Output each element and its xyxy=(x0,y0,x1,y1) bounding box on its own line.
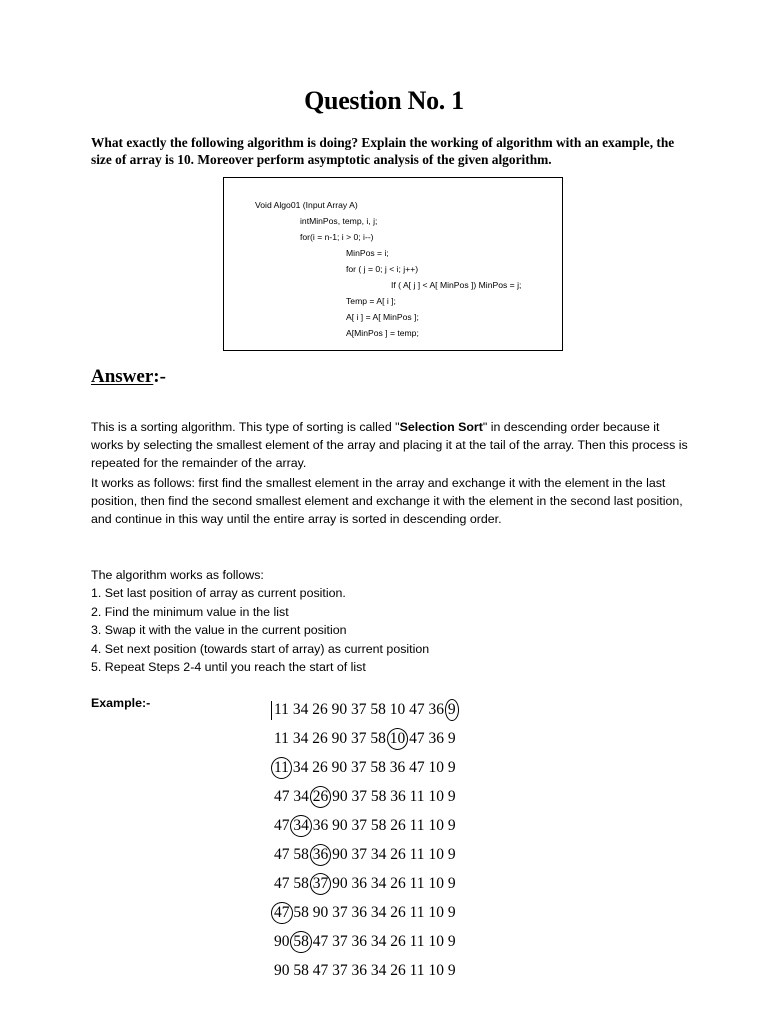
circled-value: 26 xyxy=(312,788,329,805)
array-value: 37 xyxy=(350,730,367,747)
code-line: MinPos = i; xyxy=(346,248,389,258)
example-row xyxy=(274,787,456,807)
array-value: 9 xyxy=(447,788,456,805)
circled-value: 36 xyxy=(312,846,329,863)
array-value: 37 xyxy=(350,759,367,776)
array-value: 10 xyxy=(389,701,406,718)
array-value: 11 xyxy=(409,875,425,892)
array-value: 26 xyxy=(390,875,406,892)
array-value: 47 xyxy=(312,933,329,950)
example-row xyxy=(274,961,456,981)
array-value: 47 xyxy=(274,875,290,892)
page-title: Question No. 1 xyxy=(304,86,464,115)
array-value: 36 xyxy=(312,817,329,834)
array-value: 10 xyxy=(428,788,444,805)
array-value: 47 xyxy=(274,817,290,834)
array-value: 9 xyxy=(447,846,456,863)
array-value: 90 xyxy=(332,875,348,892)
array-value: 90 xyxy=(332,846,348,863)
array-value: 9 xyxy=(447,933,456,950)
array-value: 37 xyxy=(332,933,348,950)
array-value: 26 xyxy=(390,904,406,921)
array-value: 11 xyxy=(409,788,425,805)
array-value: 47 xyxy=(274,846,290,863)
array-value: 34 xyxy=(292,701,309,718)
array-value: 26 xyxy=(312,730,328,747)
array-value: 36 xyxy=(428,730,444,747)
example-row xyxy=(274,903,456,923)
array-value: 58 xyxy=(370,759,386,776)
array-value: 36 xyxy=(351,962,367,979)
example-row xyxy=(274,758,456,778)
array-value: 58 xyxy=(370,701,386,718)
array-value: 34 xyxy=(293,788,309,805)
array-value: 47 xyxy=(409,730,425,747)
step-item: 4. Set next position (towards start of array) as current position xyxy=(91,641,430,656)
paragraph-text: " in descending order because it works by selecting the smallest element of the array and placing it at the tail of the array. Then this process is repeated for the remainder of the array. xyxy=(91,420,688,471)
array-value: 90 xyxy=(331,759,348,776)
array-value: 26 xyxy=(390,933,406,950)
array-value: 34 xyxy=(370,962,387,979)
answer-heading-text: Answer xyxy=(91,366,154,387)
array-value: 90 xyxy=(332,817,348,834)
code-line: If ( A[ j ] < A[ MinPos ]) MinPos = j; xyxy=(391,280,522,290)
array-value: 90 xyxy=(332,788,348,805)
step-item: 3. Swap it with the value in the current position xyxy=(91,623,347,638)
array-value: 11 xyxy=(409,904,425,921)
code-line: intMinPos, temp, i, j; xyxy=(300,216,378,226)
example-row xyxy=(274,874,456,894)
array-value: 11 xyxy=(409,933,425,950)
step-item: 5. Repeat Steps 2-4 until you reach the start of list xyxy=(91,660,366,675)
array-value: 47 xyxy=(312,962,329,979)
array-value: 34 xyxy=(370,846,387,863)
array-value: 37 xyxy=(351,846,367,863)
example-row xyxy=(274,932,456,952)
array-value: 11 xyxy=(409,846,425,863)
example-row xyxy=(274,700,456,720)
array-value: 37 xyxy=(332,962,348,979)
array-value: 58 xyxy=(370,788,387,805)
circled-value: 11 xyxy=(274,759,289,776)
example-row xyxy=(274,845,456,865)
steps-intro: The algorithm works as follows: xyxy=(91,568,264,582)
array-value: 9 xyxy=(447,817,456,834)
cursor-bar xyxy=(271,701,272,720)
array-value: 9 xyxy=(447,962,456,979)
code-line: Temp = A[ i ]; xyxy=(346,296,396,306)
array-value: 26 xyxy=(312,759,328,776)
array-value: 10 xyxy=(428,759,444,776)
array-value: 11 xyxy=(274,701,289,718)
code-line: for ( j = 0; j < i; j++) xyxy=(346,264,419,274)
array-value: 58 xyxy=(370,730,386,747)
answer-paragraph-2: It works as follows: first find the smallest element in the array and exchange it with the element in the last position, then find the second smallest element and exchange it with the element in the second last position, and continue in this way until the entire array is sorted in descending order. xyxy=(91,476,683,527)
array-value: 36 xyxy=(351,933,367,950)
array-value: 34 xyxy=(292,730,309,747)
array-value: 47 xyxy=(409,759,425,776)
circled-value: 9 xyxy=(447,701,456,718)
array-value: 11 xyxy=(409,962,425,979)
array-value: 11 xyxy=(409,817,425,834)
array-value: 90 xyxy=(274,962,290,979)
array-value: 9 xyxy=(447,730,456,747)
array-value: 36 xyxy=(351,904,367,921)
array-value: 58 xyxy=(293,904,309,921)
array-value: 26 xyxy=(390,962,406,979)
step-item: 1. Set last position of array as current position. xyxy=(91,586,346,601)
array-value: 90 xyxy=(312,904,329,921)
array-value: 58 xyxy=(370,817,387,834)
code-block xyxy=(223,177,563,351)
array-value: 26 xyxy=(390,817,406,834)
step-item: 2. Find the minimum value in the list xyxy=(91,604,289,619)
array-value: 58 xyxy=(293,875,309,892)
array-value: 37 xyxy=(332,904,348,921)
example-row xyxy=(274,816,456,836)
array-value: 26 xyxy=(390,846,406,863)
array-value: 10 xyxy=(428,933,444,950)
array-value: 10 xyxy=(428,962,444,979)
answer-heading-suffix: :- xyxy=(153,366,166,387)
array-value: 58 xyxy=(293,846,309,863)
array-value: 37 xyxy=(351,817,367,834)
array-value: 34 xyxy=(370,904,387,921)
code-line: A[MinPos ] = temp; xyxy=(346,328,419,338)
array-value: 10 xyxy=(428,817,444,834)
code-line: Void Algo01 (Input Array A) xyxy=(255,200,358,210)
circled-value: 34 xyxy=(293,817,309,834)
example-row xyxy=(274,729,456,749)
circled-value: 58 xyxy=(293,933,309,950)
array-value: 10 xyxy=(428,846,444,863)
selection-sort-term: Selection Sort xyxy=(399,420,483,434)
array-value: 26 xyxy=(312,701,328,718)
array-value: 9 xyxy=(447,904,456,921)
array-value: 47 xyxy=(409,701,425,718)
array-value: 36 xyxy=(428,701,444,718)
array-value: 9 xyxy=(447,759,456,776)
code-line: A[ i ] = A[ MinPos ]; xyxy=(346,312,419,322)
circled-value: 37 xyxy=(312,875,329,892)
example-label: Example:- xyxy=(91,696,151,710)
answer-paragraph-1 xyxy=(91,418,691,473)
answer-heading xyxy=(91,366,166,388)
array-value: 36 xyxy=(390,788,406,805)
array-value: 37 xyxy=(351,788,367,805)
array-value: 37 xyxy=(350,701,367,718)
paragraph-text: This is a sorting algorithm. This type of sorting is called " xyxy=(91,420,400,434)
steps-list xyxy=(91,566,691,676)
array-value: 36 xyxy=(389,759,406,776)
array-value: 10 xyxy=(428,875,444,892)
array-value: 47 xyxy=(274,788,290,805)
array-value: 9 xyxy=(447,875,456,892)
circled-value: 47 xyxy=(274,904,290,921)
array-value: 90 xyxy=(331,701,348,718)
code-line: for(i = n-1; i > 0; i--) xyxy=(300,232,374,242)
array-value: 90 xyxy=(274,933,290,950)
circled-value: 10 xyxy=(389,730,406,747)
array-value: 34 xyxy=(370,933,387,950)
array-value: 10 xyxy=(428,904,444,921)
array-value: 58 xyxy=(293,962,309,979)
array-value: 11 xyxy=(274,730,289,747)
array-value: 90 xyxy=(331,730,348,747)
array-value: 34 xyxy=(370,875,387,892)
array-value: 34 xyxy=(292,759,309,776)
question-text: What exactly the following algorithm is doing? Explain the working of algorithm with an example, the size of array is 10. Moreover perform asymptotic analysis of the given algorithm. xyxy=(91,135,675,167)
array-value: 36 xyxy=(351,875,367,892)
